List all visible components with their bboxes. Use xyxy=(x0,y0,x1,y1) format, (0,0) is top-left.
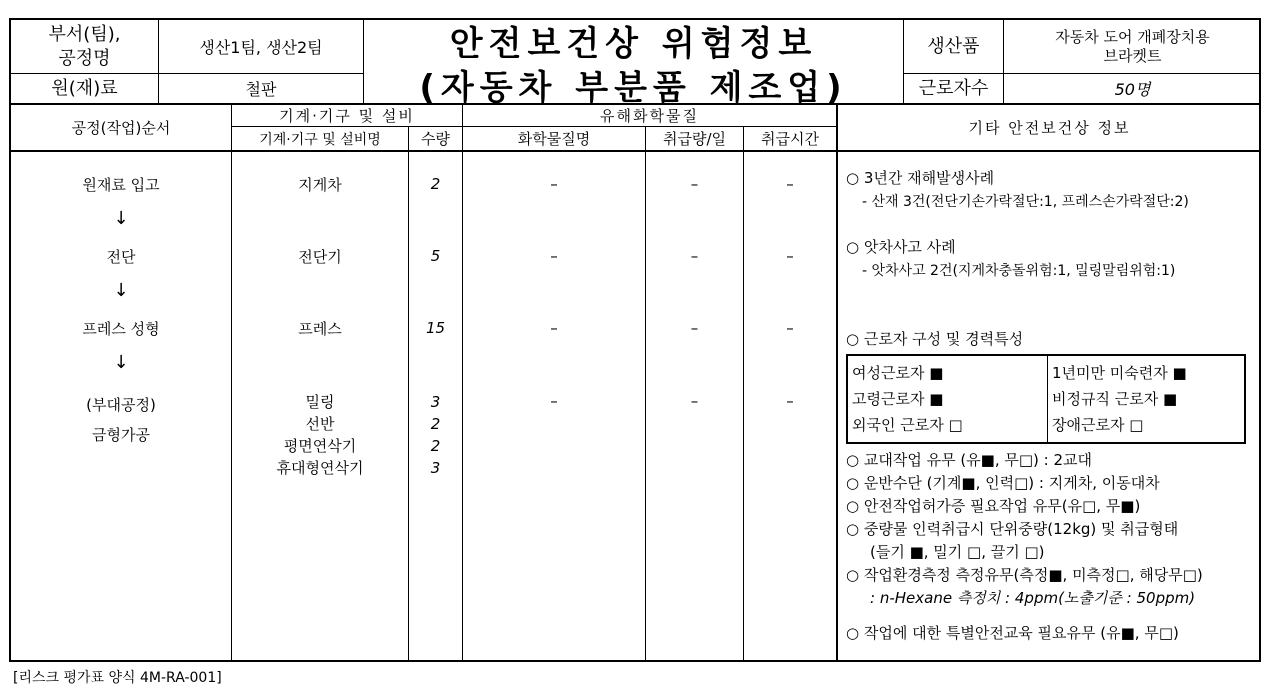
nearmiss-title: ○ 앗차사고 사례 xyxy=(846,238,956,256)
page-title: 안전보건상 위험정보 xyxy=(449,24,818,64)
quantity-cell: 3 2 2 3 xyxy=(430,393,441,477)
chem-name-cell: – xyxy=(550,175,558,193)
equipment-cell: 지게차 xyxy=(298,175,342,194)
dept-label: 부서(팀), 공정명 xyxy=(48,23,121,69)
accident-title: ○ 3년간 재해발생사례 xyxy=(846,169,995,187)
shift-info: ○ 교대작업 유무 (유■, 무□) : 2교대 xyxy=(846,451,1093,469)
flow-arrow: ↓ xyxy=(113,351,129,373)
dept-value: 생산1팀, 생산2팀 xyxy=(199,38,323,57)
worker-type-box xyxy=(846,354,1246,444)
worker-type-novice: 1년미만 미숙련자 ■ xyxy=(1052,364,1187,382)
chem-amount-cell: – xyxy=(690,319,699,337)
process-cell: 전단 xyxy=(106,247,136,266)
workers-value: 50명 xyxy=(1114,80,1151,99)
material-value: 철판 xyxy=(245,80,277,99)
chem-time-cell: – xyxy=(786,319,794,337)
chem-amount-cell: – xyxy=(690,175,699,193)
col-chem-group: 유해화학물질 xyxy=(600,107,699,125)
form-code: [리스크 평가표 양식 4M-RA-001] xyxy=(13,670,222,686)
chem-name-cell: – xyxy=(550,319,558,337)
equipment-cell: 프레스 xyxy=(298,319,342,338)
heavy-detail: (들기 ■, 밀기 □, 끌기 □) xyxy=(870,543,1045,561)
worker-type-irregular: 비정규직 근로자 ■ xyxy=(1052,390,1178,408)
worker-type-elderly: 고령근로자 ■ xyxy=(852,390,944,408)
chem-name-cell: – xyxy=(550,392,558,410)
equipment-cell: 전단기 xyxy=(298,247,342,266)
equipment-cell: 밀링 선반 평면연삭기 휴대형연삭기 xyxy=(276,393,364,477)
education-info: ○ 작업에 대한 특별안전교육 필요유무 (유■, 무□) xyxy=(846,624,1179,642)
process-cell: 원재료 입고 xyxy=(82,175,160,194)
measure-detail: : n-Hexane 측정치 : 4ppm(노출기준 : 50ppm) xyxy=(870,589,1196,607)
page-subtitle: (자동차 부분품 제조업) xyxy=(419,67,848,108)
chem-name-cell: – xyxy=(550,247,558,265)
measure-info: ○ 작업환경측정 측정유무(측정■, 미측정□, 해당무□) xyxy=(846,566,1203,584)
flow-arrow: ↓ xyxy=(113,279,129,301)
chem-time-cell: – xyxy=(786,247,794,265)
workers-label: 근로자수 xyxy=(918,77,989,99)
col-equipment-group: 기계·기구 및 설비 xyxy=(279,107,415,125)
material-label: 원(재)료 xyxy=(51,77,118,99)
col-process: 공정(작업)순서 xyxy=(71,119,171,137)
worker-type-foreign: 외국인 근로자 □ xyxy=(852,416,963,434)
col-chem-time: 취급시간 xyxy=(761,130,819,148)
col-other-info: 기타 안전보건상 정보 xyxy=(968,119,1131,137)
flow-arrow: ↓ xyxy=(113,207,129,229)
quantity-cell: 15 xyxy=(425,319,446,337)
chem-time-cell: – xyxy=(786,392,794,410)
col-quantity: 수량 xyxy=(421,130,450,148)
process-cell: (부대공정) 금형가공 xyxy=(86,396,156,444)
chem-time-cell: – xyxy=(786,175,794,193)
permit-info: ○ 안전작업허가증 필요작업 유무(유□, 무■) xyxy=(846,497,1141,515)
col-chem-name: 화학물질명 xyxy=(517,130,591,148)
col-chem-amount: 취급량/일 xyxy=(662,130,726,148)
worker-type-disabled: 장애근로자 □ xyxy=(1052,416,1144,434)
nearmiss-detail: - 앗차사고 2건(지게차충돌위험:1, 밀링말림위험:1) xyxy=(862,263,1176,279)
chem-amount-cell: – xyxy=(690,247,699,265)
transport-info: ○ 운반수단 (기계■, 인력□) : 지게차, 이동대차 xyxy=(846,474,1160,492)
accident-detail: - 산재 3건(전단기손가락절단:1, 프레스손가락절단:2) xyxy=(862,194,1189,210)
quantity-cell: 2 xyxy=(430,175,441,193)
workers-title: ○ 근로자 구성 및 경력특성 xyxy=(846,330,1024,348)
quantity-cell: 5 xyxy=(430,247,441,265)
heavy-info: ○ 중량물 인력취급시 단위중량(12kg) 및 취급형태 xyxy=(846,520,1179,538)
chem-amount-cell: – xyxy=(690,392,699,410)
worker-type-female: 여성근로자 ■ xyxy=(852,364,944,382)
product-value: 자동차 도어 개폐장치용 브라켓트 xyxy=(1055,27,1210,65)
col-equipment-name: 기계·기구 및 설비명 xyxy=(259,131,381,148)
process-cell: 프레스 성형 xyxy=(82,319,160,338)
product-label: 생산품 xyxy=(927,35,980,57)
